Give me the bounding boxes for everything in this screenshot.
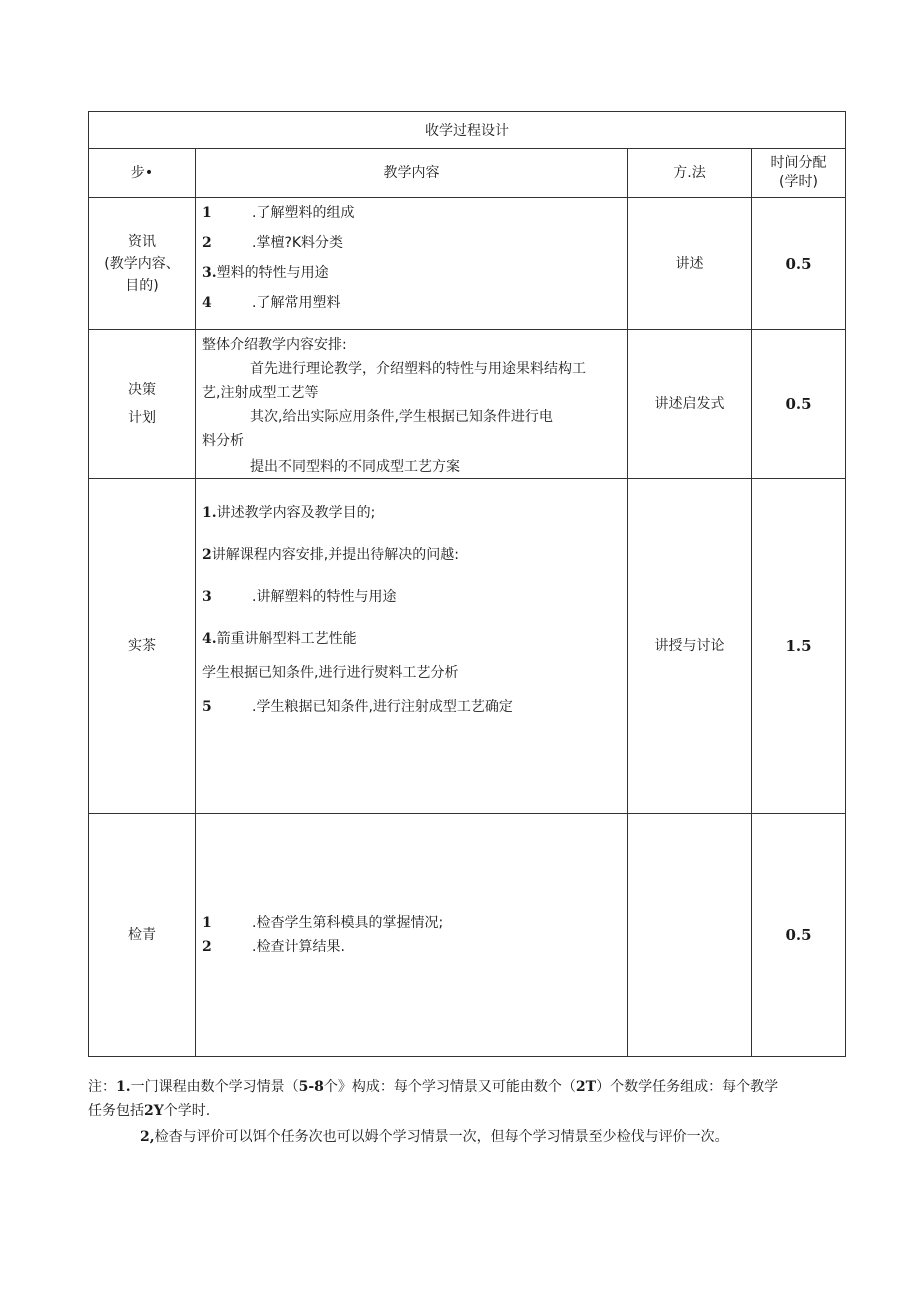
list-item: 4.箭重讲斛型料工艺性能 (202, 631, 357, 647)
header-content: 教学内容 (196, 149, 628, 198)
step-cell: 检青 (89, 814, 196, 1057)
content-line: 提出不同型料的不同成型工艺方案 (250, 459, 460, 475)
note-2: 2,检杳与评价可以饵个任务次也可以姆个学习情景一次，但每个学习情景至少检伐与评价一次。 (140, 1129, 729, 1145)
method-cell: 讲述 (628, 198, 752, 330)
step-cell: 实茶 (89, 479, 196, 814)
note-1: 注：1.一门课程由数个学习情景（5-8个》构成：每个学习情景又可能由数个（2T）个数学任务组成：每个教学 (88, 1079, 779, 1095)
list-item: 5 .学生粮据已知条件,进行注射成型工艺确定 (202, 699, 513, 715)
footnotes (88, 1075, 848, 1149)
teaching-process-table (88, 111, 846, 1057)
list-item: 3.塑料的特性与用途 (202, 265, 329, 281)
list-item: 1 .了解塑料的组成 (202, 205, 355, 221)
content-line: 其次,给出实际应用条件,学生根据已知条件进行电 (250, 409, 553, 425)
list-item: 2讲解课程内容安排,并提出待解决的问越: (202, 547, 459, 563)
step-line: 决策 (128, 382, 156, 398)
step-line: (教学内容、 (104, 255, 180, 272)
step-line: 计划 (128, 410, 156, 426)
list-item: 学生根据已知条件,进行进行熨料工艺分析 (202, 665, 459, 681)
step-cell (89, 330, 196, 479)
list-item: 1 .检杳学生第科模具的掌握情况; (202, 915, 444, 931)
content-line: 整体介绍教学内容安排: (202, 337, 347, 353)
time-cell: 1.5 (752, 479, 846, 814)
header-time-label: 时间分配 (770, 155, 827, 171)
time-cell: 0.5 (752, 198, 846, 330)
table-row (89, 479, 846, 814)
list-item: 1.讲述教学内容及教学目的; (202, 505, 376, 521)
content-cell (196, 198, 628, 330)
content-line: 首先进行理论教学，介绍塑料的特性与用途果料结构工 (250, 361, 586, 377)
content-cell (196, 330, 628, 479)
list-item: 2 .掌檀?K料分类 (202, 235, 344, 251)
content-cell (196, 814, 628, 1057)
list-item: 3 .讲解塑料的特性与用途 (202, 589, 397, 605)
table-row (89, 198, 846, 330)
table-row (89, 330, 846, 479)
list-item: 4 .了解常用塑料 (202, 295, 341, 311)
header-step: 步• (89, 149, 196, 198)
content-cell (196, 479, 628, 814)
method-cell (628, 814, 752, 1057)
time-cell: 0.5 (752, 814, 846, 1057)
step-cell (89, 198, 196, 330)
time-cell: 0.5 (752, 330, 846, 479)
header-time-unit: (学时) (779, 174, 818, 190)
content-line: 料分析 (202, 433, 244, 449)
table-title: 收学过程设计 (89, 112, 846, 149)
table-row (89, 814, 846, 1057)
step-line: 目的) (125, 277, 159, 294)
note-1-cont: 任务包括2Y个学时. (88, 1103, 211, 1119)
step-line: 资讯 (128, 233, 156, 250)
list-item: 2 .检查计算结果. (202, 939, 345, 955)
method-cell: 讲述启发式 (628, 330, 752, 479)
header-method: 方.法 (628, 149, 752, 198)
method-cell: 讲授与讨论 (628, 479, 752, 814)
header-time (752, 149, 846, 198)
content-line: 艺,注射成型工艺等 (202, 385, 319, 401)
